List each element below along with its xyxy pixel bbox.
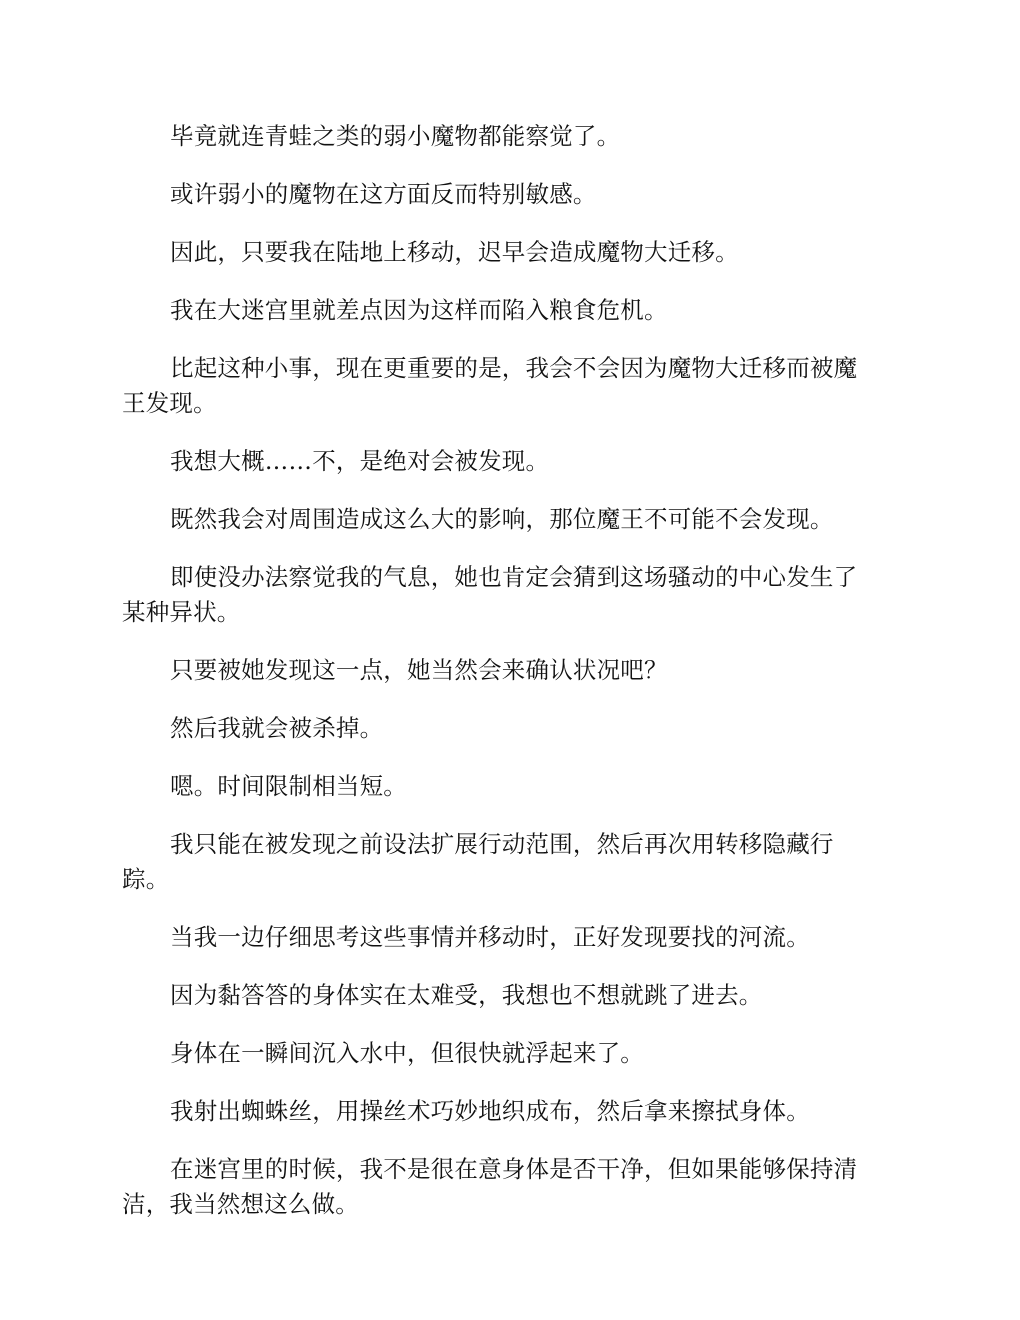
paragraph-11: 嗯。时间限制相当短。	[170, 772, 407, 800]
paragraph-8: 即使没办法察觉我的气息，她也肯定会猜到这场骚动的中心发生了 某种异状。	[122, 563, 858, 626]
paragraph-13: 当我一边仔细思考这些事情并移动时，正好发现要找的河流。	[170, 923, 810, 951]
paragraph-10: 然后我就会被杀掉。	[170, 714, 384, 742]
document-body	[122, 119, 900, 1245]
paragraph-17: 在迷宫里的时候，我不是很在意身体是否干净，但如果能够保持清 洁，我当然想这么做。	[122, 1155, 858, 1218]
paragraph-5: 比起这种小事，现在更重要的是，我会不会因为魔物大迁移而被魔 王发现。	[122, 354, 858, 417]
paragraph-4: 我在大迷宫里就差点因为这样而陷入粮食危机。	[170, 296, 668, 324]
paragraph-12: 我只能在被发现之前设法扩展行动范围，然后再次用转移隐藏行 踪。	[122, 830, 834, 893]
paragraph-6: 我想大概……不，是绝对会被发现。	[170, 447, 550, 475]
paragraph-7: 既然我会对周围造成这么大的影响，那位魔王不可能不会发现。	[170, 505, 834, 533]
paragraph-15: 身体在一瞬间沉入水中，但很快就浮起来了。	[170, 1039, 644, 1067]
paragraph-14: 因为黏答答的身体实在太难受，我想也不想就跳了进去。	[170, 981, 763, 1009]
paragraph-9: 只要被她发现这一点，她当然会来确认状况吧？	[170, 656, 668, 684]
paragraph-2: 或许弱小的魔物在这方面反而特别敏感。	[170, 180, 597, 208]
paragraph-1: 毕竟就连青蛙之类的弱小魔物都能察觉了。	[170, 122, 621, 150]
paragraph-3: 因此，只要我在陆地上移动，迟早会造成魔物大迁移。	[170, 238, 739, 266]
paragraph-16: 我射出蜘蛛丝，用操丝术巧妙地织成布，然后拿来擦拭身体。	[170, 1097, 810, 1125]
